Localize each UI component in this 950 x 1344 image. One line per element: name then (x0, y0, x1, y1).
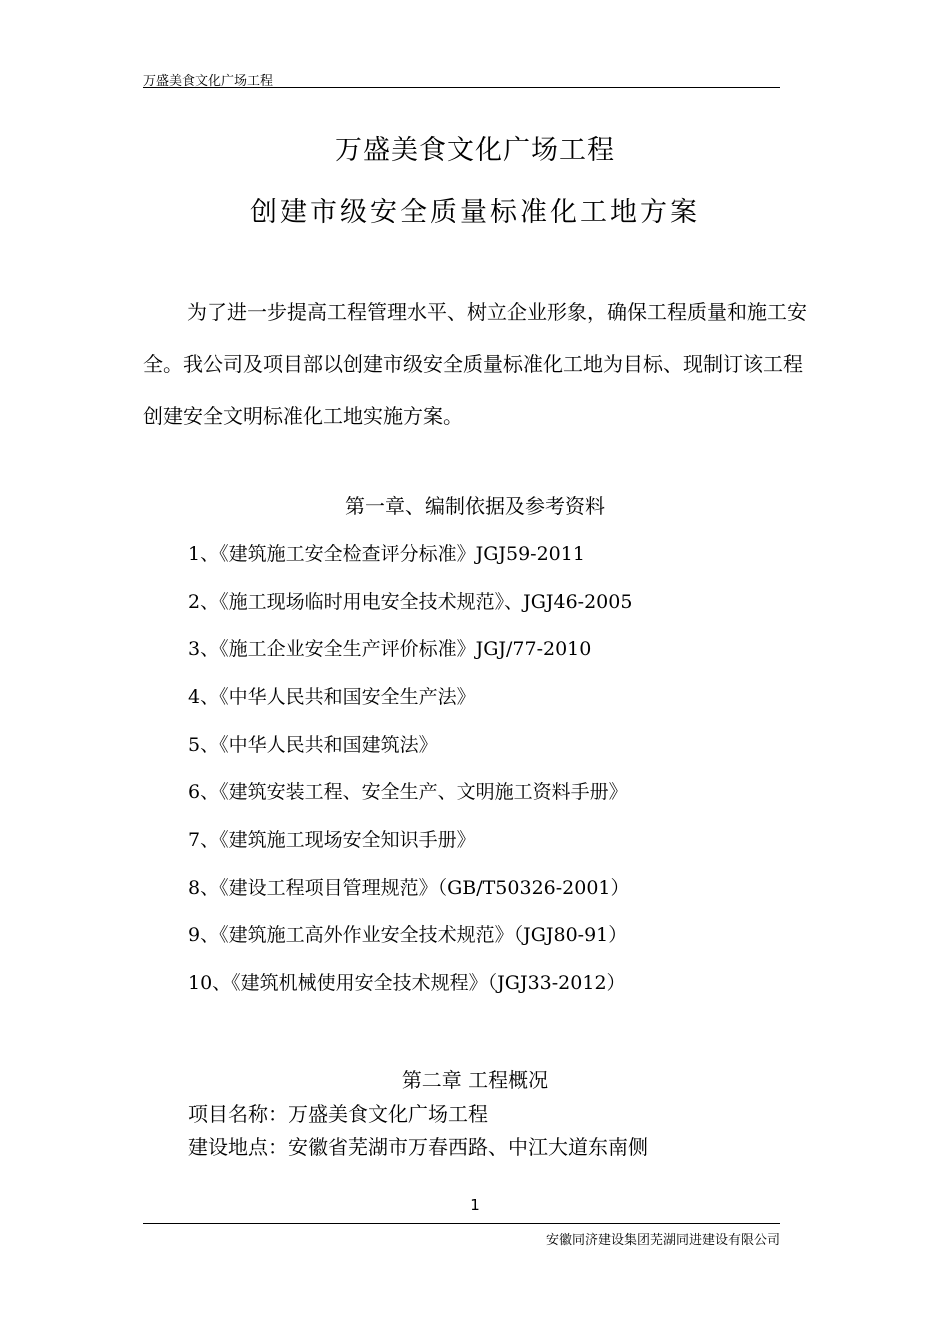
page-number: 1 (470, 1196, 480, 1214)
document-title: 万盛美食文化广场工程 (335, 135, 615, 166)
chapter-2-heading: 第二章 工程概况 (401, 1068, 549, 1092)
footer-divider (143, 1223, 780, 1224)
page-header: 万盛美食文化广场工程 (143, 74, 274, 89)
reference-item-1: 1、《建筑施工安全检查评分标准》JGJ59-2011 (188, 543, 585, 565)
reference-item-5: 5、《中华人民共和国建筑法》 (188, 734, 438, 756)
reference-item-3: 3、《施工企业安全生产评价标准》JGJ/77-2010 (188, 638, 592, 660)
project-name: 项目名称：万盛美食文化广场工程 (188, 1102, 488, 1126)
document-subtitle: 创建市级安全质量标准化工地方案 (250, 197, 700, 228)
reference-item-4: 4、《中华人民共和国安全生产法》 (188, 686, 476, 708)
reference-item-7: 7、《建筑施工现场安全知识手册》 (188, 829, 476, 851)
page-footer: 安徽同济建设集团芜湖同进建设有限公司 (545, 1233, 780, 1248)
chapter-1-heading: 第一章、编制依据及参考资料 (345, 494, 605, 518)
intro-paragraph: 为了进一步提高工程管理水平、树立企业形象，确保工程质量和施工安全。我公司及项目部以创建市级安全质量标准化工地为目标、现制订该工程创建安全文明标准化工地实施方案。 (143, 300, 807, 428)
reference-item-9: 9、《建筑施工高外作业安全技术规范》（JGJ80-91） (188, 924, 628, 946)
reference-item-6: 6、《建筑安装工程、安全生产、文明施工资料手册》 (188, 781, 628, 803)
reference-item-10: 10、《建筑机械使用安全技术规程》（JGJ33-2012） (188, 972, 626, 994)
reference-item-8: 8、《建设工程项目管理规范》（GB/T50326-2001） (188, 877, 630, 899)
project-location: 建设地点：安徽省芜湖市万春西路、中江大道东南侧 (188, 1135, 648, 1159)
header-divider (143, 87, 780, 88)
reference-item-2: 2、《施工现场临时用电安全技术规范》、JGJ46-2005 (188, 591, 633, 613)
